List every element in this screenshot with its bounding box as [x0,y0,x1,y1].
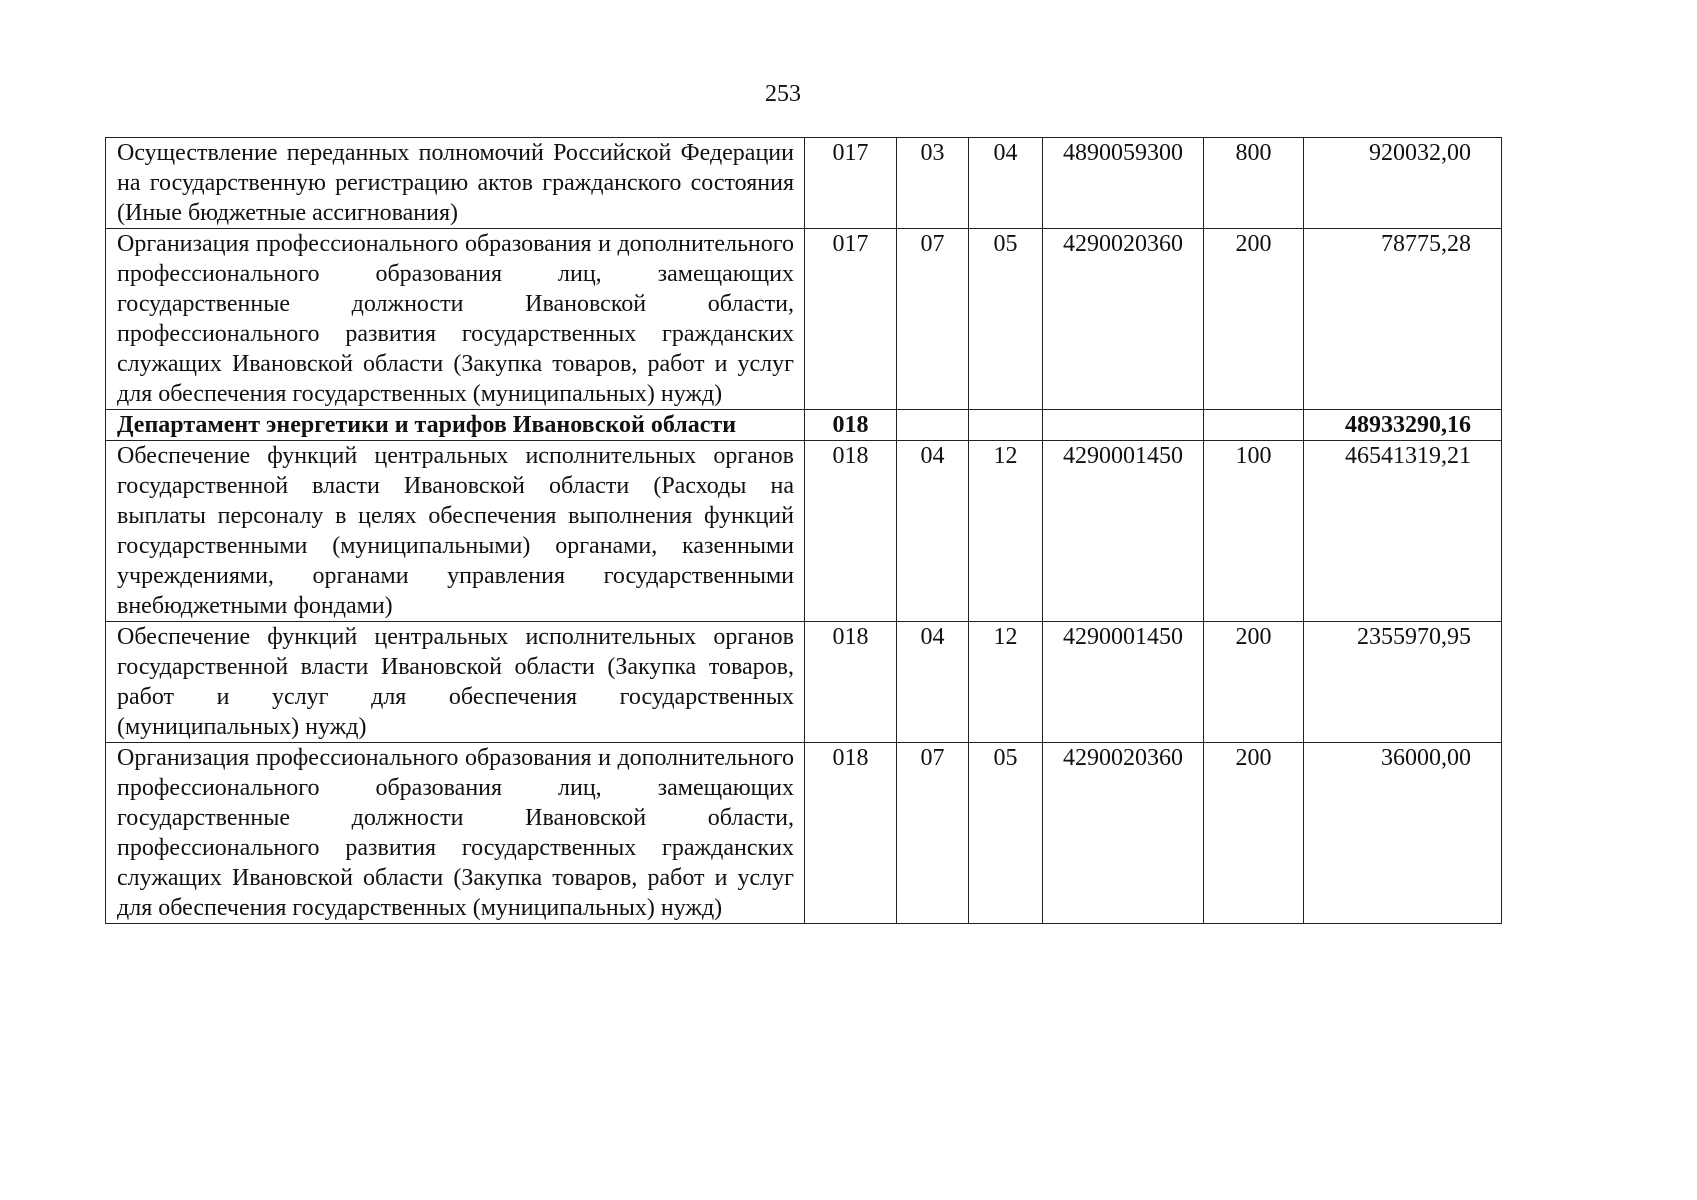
row-amount: 78775,28 [1304,229,1502,410]
row-expense-type: 200 [1204,622,1304,743]
department-grbs-code: 018 [805,410,897,441]
row-subsection-code: 12 [969,441,1043,622]
table-row [106,441,1502,622]
row-subsection-code: 05 [969,743,1043,924]
table-row [106,138,1502,229]
row-section-code: 03 [897,138,969,229]
table-row [106,229,1502,410]
row-amount: 36000,00 [1304,743,1502,924]
page-number: 253 [765,81,801,107]
row-description: Обеспечение функций центральных исполнительных органов государственной власти Ивановской области (Закупка товаров, работ и услуг для обеспечения государственных (муниципальных) нужд) [106,622,805,743]
row-grbs-code: 017 [805,229,897,410]
row-section-code: 04 [897,622,969,743]
table-row [106,622,1502,743]
row-amount: 46541319,21 [1304,441,1502,622]
row-target-article: 4290020360 [1043,743,1204,924]
row-section-code: 07 [897,229,969,410]
row-target-article: 4290001450 [1043,622,1204,743]
row-description: Организация профессионального образования и дополнительного профессионального образования лиц, замещающих государственные должности Ивановской области, профессионального развития государственных гражданских служащих Ивановской области (Закупка товаров, работ и услуг для обеспечения государственных (муниципальных) нужд) [106,229,805,410]
row-grbs-code: 018 [805,622,897,743]
row-section-code: 07 [897,743,969,924]
row-target-article: 4890059300 [1043,138,1204,229]
row-section-code: 04 [897,441,969,622]
row-expense-type: 200 [1204,229,1304,410]
row-grbs-code: 018 [805,441,897,622]
row-description: Осуществление переданных полномочий Российской Федерации на государственную регистрацию актов гражданского состояния (Иные бюджетные ассигнования) [106,138,805,229]
row-grbs-code: 018 [805,743,897,924]
row-subsection-code [969,410,1043,441]
row-expense-type [1204,410,1304,441]
row-amount: 2355970,95 [1304,622,1502,743]
row-target-article: 4290001450 [1043,441,1204,622]
row-target-article: 4290020360 [1043,229,1204,410]
row-description: Обеспечение функций центральных исполнительных органов государственной власти Ивановской области (Расходы на выплаты персоналу в целях обеспечения выполнения функций государственными (муниципальными) органами, казенными учреждениями, органами управления государственными внебюджетными фондами) [106,441,805,622]
row-expense-type: 200 [1204,743,1304,924]
row-amount: 920032,00 [1304,138,1502,229]
row-target-article [1043,410,1204,441]
row-grbs-code: 017 [805,138,897,229]
budget-table [105,137,1502,924]
row-subsection-code: 05 [969,229,1043,410]
department-name: Департамент энергетики и тарифов Ивановской области [106,410,805,441]
department-total-amount: 48933290,16 [1304,410,1502,441]
row-section-code [897,410,969,441]
table-row [106,743,1502,924]
row-description: Организация профессионального образования и дополнительного профессионального образования лиц, замещающих государственные должности Ивановской области, профессионального развития государственных гражданских служащих Ивановской области (Закупка товаров, работ и услуг для обеспечения государственных (муниципальных) нужд) [106,743,805,924]
department-total-row [106,410,1502,441]
row-subsection-code: 04 [969,138,1043,229]
row-subsection-code: 12 [969,622,1043,743]
row-expense-type: 800 [1204,138,1304,229]
row-expense-type: 100 [1204,441,1304,622]
